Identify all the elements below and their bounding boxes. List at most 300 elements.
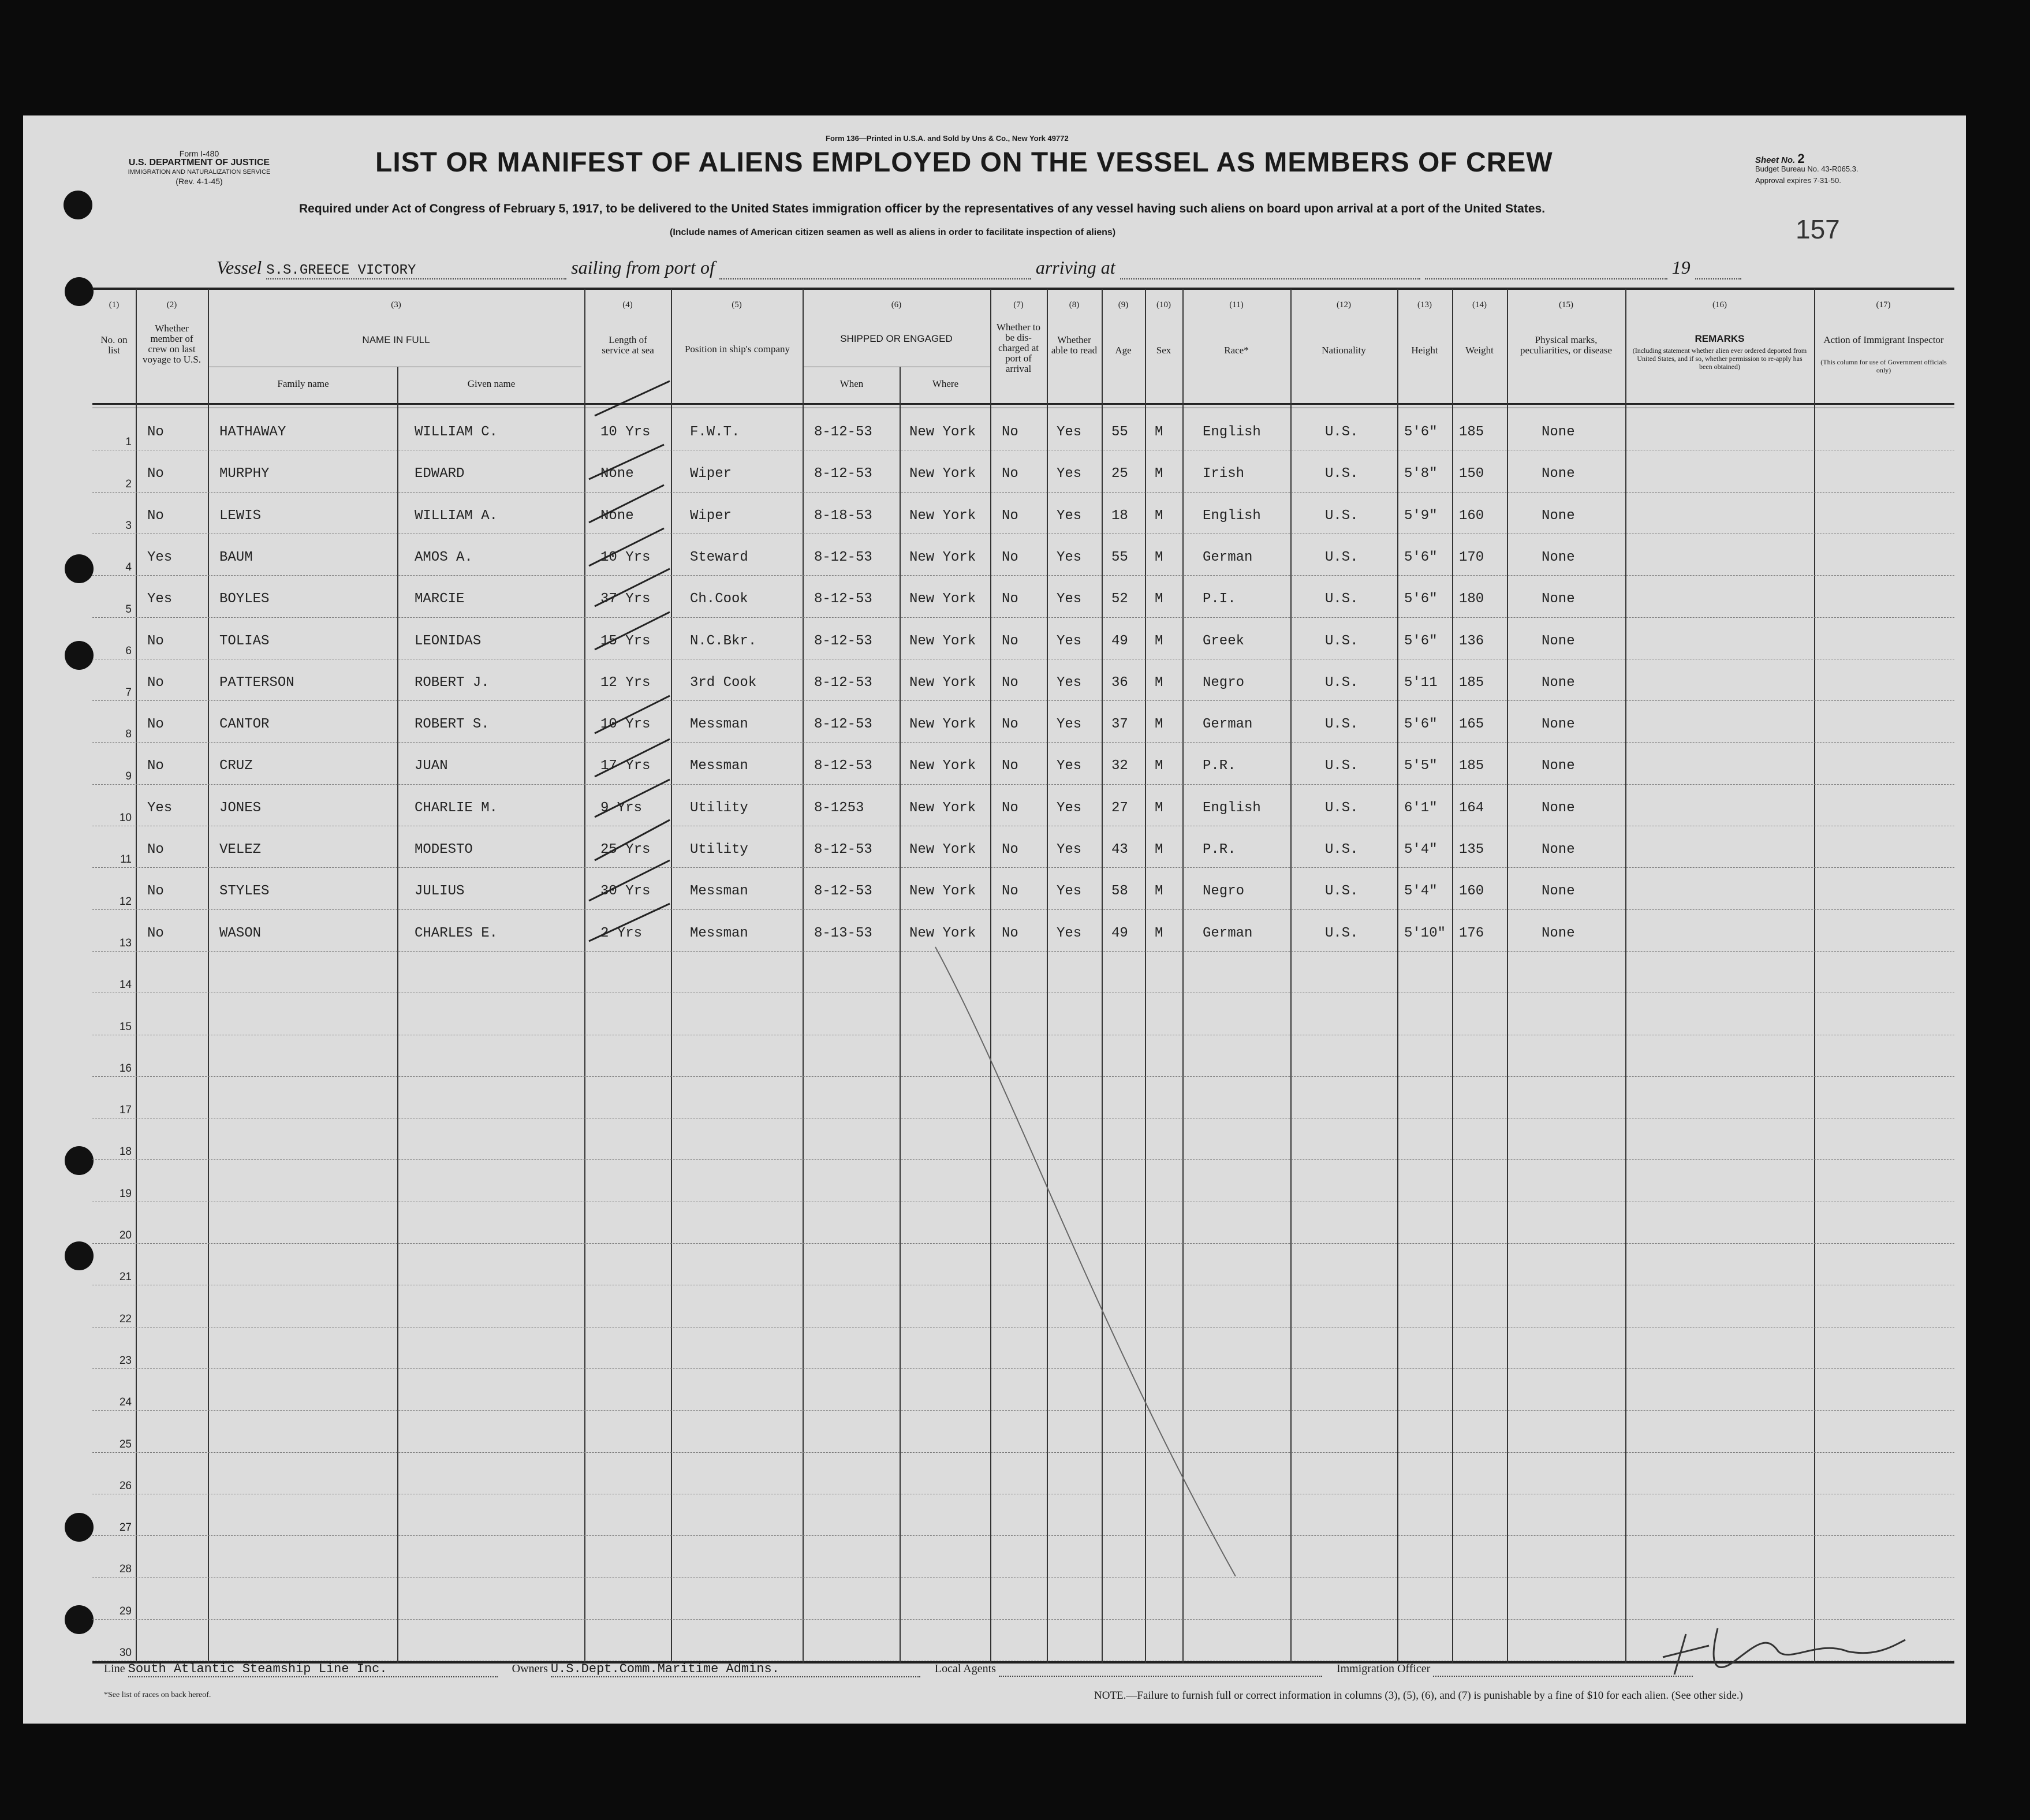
sex-cell: M [1155, 633, 1163, 649]
race-cell: P.R. [1203, 758, 1236, 774]
height-cell: 5'6" [1404, 550, 1438, 565]
given-name-cell: EDWARD [415, 466, 465, 482]
shipped-date-cell: 8-13-53 [814, 926, 872, 941]
sheet-label: Sheet No. [1755, 155, 1796, 165]
header-no-on-list: No. on list [100, 334, 128, 356]
height-cell: 5'5" [1404, 758, 1438, 774]
row-number: 14 [119, 979, 132, 991]
header-whether-member: Whether member of crew on last voyage to U.S. [142, 323, 201, 365]
age-cell: 18 [1111, 508, 1128, 524]
able-read-cell: Yes [1057, 800, 1082, 816]
sex-cell: M [1155, 800, 1163, 816]
line-label: Line [104, 1662, 125, 1675]
able-read-cell: Yes [1057, 508, 1082, 524]
position-cell: Utility [690, 800, 748, 816]
row-number: 16 [119, 1062, 132, 1075]
height-cell: 5'10" [1404, 926, 1446, 941]
shipped-port-cell: New York [909, 591, 976, 607]
sex-cell: M [1155, 926, 1163, 941]
header-where: Where [932, 378, 959, 389]
shipped-date-cell: 8-12-53 [814, 424, 872, 440]
row-number: 29 [119, 1605, 132, 1617]
discharged-cell: No [1002, 675, 1018, 691]
service-length-cell: None [600, 466, 634, 482]
member-cell: No [147, 883, 164, 899]
col-num: (9) [1118, 300, 1129, 309]
discharged-cell: No [1002, 466, 1018, 482]
check-mark [595, 780, 670, 817]
races-note: *See list of races on back hereof. [104, 1691, 211, 1699]
shipped-port-cell: New York [909, 508, 976, 524]
family-name-cell: STYLES [219, 883, 270, 899]
member-cell: Yes [147, 800, 173, 816]
physical-marks-cell: None [1542, 758, 1575, 774]
shipped-port-cell: New York [909, 550, 976, 565]
discharged-cell: No [1002, 717, 1018, 732]
header-length-service: Length of service at sea [602, 334, 654, 356]
form-id: Form I-480 [179, 149, 219, 158]
weight-cell: 136 [1459, 633, 1484, 649]
physical-marks-cell: None [1542, 800, 1575, 816]
row-number: 21 [119, 1271, 132, 1283]
row-number: 30 [119, 1647, 132, 1659]
service-name: IMMIGRATION AND NATURALIZATION SERVICE [128, 169, 271, 176]
physical-marks-cell: None [1542, 883, 1575, 899]
discharged-cell: No [1002, 550, 1018, 565]
nationality-cell: U.S. [1325, 758, 1359, 774]
header-age: Age [1115, 345, 1132, 356]
header-nationality: Nationality [1322, 345, 1366, 356]
shipped-port-cell: New York [909, 800, 976, 816]
nationality-cell: U.S. [1325, 550, 1359, 565]
col-num: (7) [1013, 300, 1024, 309]
year-label: 19 [1671, 257, 1691, 278]
race-cell: Negro [1203, 675, 1245, 691]
position-cell: N.C.Bkr. [690, 633, 757, 649]
member-cell: No [147, 842, 164, 857]
able-read-cell: Yes [1057, 926, 1082, 941]
physical-marks-cell: None [1542, 675, 1575, 691]
row-number: 12 [119, 896, 132, 908]
age-cell: 25 [1111, 466, 1128, 482]
col-num: (2) [166, 300, 177, 309]
shipped-port-cell: New York [909, 883, 976, 899]
member-cell: No [147, 633, 164, 649]
penalty-note: NOTE.—Failure to furnish full or correct information in columns (3), (5), (6), and (7) is punishable by a fine of $10 for each alien. (See other side.) [1094, 1690, 1743, 1702]
family-name-cell: BOYLES [219, 591, 270, 607]
weight-cell: 165 [1459, 717, 1484, 732]
document-subtitle: Required under Act of Congress of February 5, 1917, to be delivered to the United States immigration officer by the representatives of any vessel having such aliens on board upon arrival at a port of the United States. [299, 202, 1546, 215]
given-name-cell: JULIUS [415, 883, 465, 899]
height-cell: 5'6" [1404, 633, 1438, 649]
family-name-cell: WASON [219, 926, 262, 941]
shipped-date-cell: 8-18-53 [814, 508, 872, 524]
header-action: Action of Immigrant Inspector [1823, 334, 1944, 345]
sex-cell: M [1155, 424, 1163, 440]
height-cell: 5'4" [1404, 842, 1438, 857]
weight-cell: 176 [1459, 926, 1484, 941]
budget-bureau: Budget Bureau No. 43-R065.3. [1755, 165, 1859, 173]
check-mark [595, 612, 670, 650]
weight-cell: 170 [1459, 550, 1484, 565]
weight-cell: 135 [1459, 842, 1484, 857]
sex-cell: M [1155, 466, 1163, 482]
row-number: 13 [119, 937, 132, 949]
member-cell: Yes [147, 591, 173, 607]
given-name-cell: CHARLIE M. [415, 800, 498, 816]
row-number: 11 [120, 853, 132, 866]
col-num: (12) [1337, 300, 1351, 309]
height-cell: 5'4" [1404, 883, 1438, 899]
service-length-cell: 2 Yrs [600, 926, 643, 941]
age-cell: 49 [1111, 926, 1128, 941]
service-length-cell: 15 Yrs [600, 633, 651, 649]
age-cell: 52 [1111, 591, 1128, 607]
col-num: (4) [622, 300, 633, 309]
service-length-cell: 12 Yrs [600, 675, 651, 691]
shipped-date-cell: 8-1253 [814, 800, 864, 816]
race-cell: P.R. [1203, 842, 1236, 857]
header-race: Race* [1224, 345, 1249, 356]
sex-cell: M [1155, 717, 1163, 732]
able-read-cell: Yes [1057, 883, 1082, 899]
weight-cell: 164 [1459, 800, 1484, 816]
discharged-cell: No [1002, 883, 1018, 899]
service-length-cell: 25 Yrs [600, 842, 651, 857]
header-physical: Physical marks, peculiarities, or disease [1520, 334, 1613, 356]
able-read-cell: Yes [1057, 675, 1082, 691]
family-name-cell: BAUM [219, 550, 253, 565]
col-num: (14) [1472, 300, 1487, 309]
header-height: Height [1411, 345, 1438, 356]
race-cell: Greek [1203, 633, 1245, 649]
officer-signature [1663, 1628, 1905, 1674]
row-number: 22 [119, 1313, 132, 1325]
physical-marks-cell: None [1542, 842, 1575, 857]
shipped-date-cell: 8-12-53 [814, 717, 872, 732]
weight-cell: 185 [1459, 424, 1484, 440]
given-name-cell: CHARLES E. [415, 926, 498, 941]
check-mark [595, 739, 670, 777]
document-title: LIST OR MANIFEST OF ALIENS EMPLOYED ON THE VESSEL AS MEMBERS OF CREW [375, 147, 1553, 178]
shipped-date-cell: 8-12-53 [814, 633, 872, 649]
col-num: (3) [391, 300, 401, 309]
header-remarks-note: (Including statement whether alien ever ordered deported from United States, and if so, whether permission to re-apply has been obtained) [1632, 346, 1807, 371]
row-number: 19 [119, 1188, 132, 1200]
col-num: (16) [1712, 300, 1727, 309]
approval-expiry: Approval expires 7-31-50. [1755, 176, 1841, 185]
col-num: (1) [109, 300, 120, 309]
race-cell: English [1203, 424, 1261, 440]
position-cell: Messman [690, 883, 748, 899]
able-read-cell: Yes [1057, 758, 1082, 774]
row-number: 27 [119, 1521, 132, 1534]
race-cell: Irish [1203, 466, 1245, 482]
physical-marks-cell: None [1542, 466, 1575, 482]
row-number: 2 [125, 478, 132, 490]
row-number: 24 [119, 1396, 132, 1408]
immigration-officer-label: Immigration Officer [1336, 1662, 1431, 1675]
discharged-cell: No [1002, 591, 1018, 607]
position-cell: Wiper [690, 508, 732, 524]
header-action-note: (This column for use of Government officials only) [1820, 358, 1947, 374]
shipped-port-cell: New York [909, 842, 976, 857]
weight-cell: 180 [1459, 591, 1484, 607]
shipped-date-cell: 8-12-53 [814, 550, 872, 565]
member-cell: No [147, 717, 164, 732]
position-cell: Ch.Cook [690, 591, 748, 607]
row-number: 15 [119, 1021, 132, 1033]
row-number: 1 [125, 436, 132, 448]
service-length-cell: 10 Yrs [600, 717, 651, 732]
header-shipped-engaged: SHIPPED OR ENGAGED [840, 333, 953, 344]
given-name-cell: LEONIDAS [415, 633, 482, 649]
shipped-date-cell: 8-12-53 [814, 466, 872, 482]
row-number: 8 [125, 728, 132, 740]
position-cell: F.W.T. [690, 424, 740, 440]
weight-cell: 185 [1459, 675, 1484, 691]
header-position: Position in ship's company [684, 344, 790, 355]
able-read-cell: Yes [1057, 717, 1082, 732]
col-num: (6) [891, 300, 902, 309]
nationality-cell: U.S. [1325, 842, 1359, 857]
weight-cell: 160 [1459, 883, 1484, 899]
service-length-cell: 30 Yrs [600, 883, 651, 899]
local-agents-label: Local Agents [934, 1662, 996, 1675]
row-number: 28 [119, 1563, 132, 1575]
line-value: South Atlantic Steamship Line Inc. [128, 1662, 498, 1677]
family-name-cell: JONES [219, 800, 262, 816]
family-name-cell: VELEZ [219, 842, 262, 857]
position-cell: Messman [690, 926, 748, 941]
sex-cell: M [1155, 508, 1163, 524]
height-cell: 5'8" [1404, 466, 1438, 482]
weight-cell: 160 [1459, 508, 1484, 524]
shipped-date-cell: 8-12-53 [814, 883, 872, 899]
height-cell: 5'11 [1404, 675, 1438, 691]
race-cell: P.I. [1203, 591, 1236, 607]
row-number: 20 [119, 1229, 132, 1241]
header-when: When [839, 378, 864, 389]
immigration-officer-field [1433, 1662, 1693, 1677]
header-weight: Weight [1465, 345, 1494, 356]
printer-line: Form 136—Printed in U.S.A. and Sold by Uns & Co., New York 49772 [826, 134, 1069, 143]
position-cell: Utility [690, 842, 748, 857]
age-cell: 55 [1111, 424, 1128, 440]
given-name-cell: ROBERT S. [415, 717, 490, 732]
race-cell: English [1203, 508, 1261, 524]
discharged-cell: No [1002, 758, 1018, 774]
header-able-read: Whether able to read [1051, 334, 1098, 356]
row-number: 17 [119, 1104, 132, 1116]
age-cell: 37 [1111, 717, 1128, 732]
local-agents-field [999, 1662, 1322, 1677]
position-cell: Wiper [690, 466, 732, 482]
row-number: 4 [125, 561, 132, 573]
col-num: (13) [1417, 300, 1432, 309]
nationality-cell: U.S. [1325, 424, 1359, 440]
inclusion-note: (Include names of American citizen seamen as well as aliens in order to facilitate inspection of aliens) [670, 228, 1116, 237]
given-name-cell: AMOS A. [415, 550, 473, 565]
form-revision: (Rev. 4-1-45) [176, 177, 223, 186]
arriving-label: arriving at [1035, 257, 1115, 278]
shipped-port-cell: New York [909, 758, 976, 774]
col-num: (5) [732, 300, 742, 309]
check-mark [595, 696, 670, 733]
race-cell: German [1203, 926, 1253, 941]
row-number: 26 [119, 1480, 132, 1492]
able-read-cell: Yes [1057, 842, 1082, 857]
header-sex: Sex [1156, 345, 1171, 356]
physical-marks-cell: None [1542, 508, 1575, 524]
nationality-cell: U.S. [1325, 591, 1359, 607]
discharged-cell: No [1002, 633, 1018, 649]
position-cell: Steward [690, 550, 748, 565]
member-cell: No [147, 758, 164, 774]
member-cell: No [147, 424, 164, 440]
vessel-label: Vessel [217, 257, 262, 278]
physical-marks-cell: None [1542, 550, 1575, 565]
member-cell: No [147, 926, 164, 941]
nationality-cell: U.S. [1325, 717, 1359, 732]
given-name-cell: MODESTO [415, 842, 473, 857]
check-mark [589, 485, 664, 523]
check-mark [589, 860, 670, 901]
check-mark [595, 820, 670, 860]
discharged-cell: No [1002, 800, 1018, 816]
given-name-cell: MARCIE [415, 591, 465, 607]
nationality-cell: U.S. [1325, 466, 1359, 482]
pencil-stroke [935, 947, 1236, 1576]
sex-cell: M [1155, 883, 1163, 899]
discharged-cell: No [1002, 842, 1018, 857]
height-cell: 5'6" [1404, 717, 1438, 732]
col-num: (11) [1229, 300, 1244, 309]
able-read-cell: Yes [1057, 591, 1082, 607]
row-number: 6 [125, 645, 132, 657]
age-cell: 36 [1111, 675, 1128, 691]
header-family-name: Family name [277, 378, 329, 389]
header-remarks: REMARKS [1695, 333, 1745, 344]
sex-cell: M [1155, 591, 1163, 607]
service-length-cell: 10 Yrs [600, 550, 651, 565]
col-num: (8) [1069, 300, 1080, 309]
able-read-cell: Yes [1057, 466, 1082, 482]
shipped-port-cell: New York [909, 633, 976, 649]
check-mark [595, 381, 670, 416]
physical-marks-cell: None [1542, 591, 1575, 607]
age-cell: 32 [1111, 758, 1128, 774]
nationality-cell: U.S. [1325, 926, 1359, 941]
sex-cell: M [1155, 550, 1163, 565]
header-given-name: Given name [467, 378, 516, 389]
nationality-cell: U.S. [1325, 633, 1359, 649]
shipped-port-cell: New York [909, 424, 976, 440]
service-length-cell: 37 Yrs [600, 591, 651, 607]
family-name-cell: LEWIS [219, 508, 262, 524]
age-cell: 55 [1111, 550, 1128, 565]
race-cell: German [1203, 717, 1253, 732]
sheet-number: 2 [1797, 151, 1805, 166]
department-name: U.S. DEPARTMENT OF JUSTICE [128, 158, 270, 167]
height-cell: 5'6" [1404, 591, 1438, 607]
row-number: 7 [125, 687, 132, 699]
age-cell: 58 [1111, 883, 1128, 899]
age-cell: 43 [1111, 842, 1128, 857]
service-length-cell: 9 Yrs [600, 800, 643, 816]
given-name-cell: ROBERT J. [415, 675, 490, 691]
height-cell: 6'1" [1404, 800, 1438, 816]
physical-marks-cell: None [1542, 717, 1575, 732]
family-name-cell: MURPHY [219, 466, 270, 482]
sex-cell: M [1155, 842, 1163, 857]
family-name-cell: HATHAWAY [219, 424, 286, 440]
row-number: 25 [119, 1438, 132, 1450]
vessel-name: S.S.GREECE VICTORY [266, 263, 566, 279]
nationality-cell: U.S. [1325, 800, 1359, 816]
shipped-port-cell: New York [909, 717, 976, 732]
position-cell: Messman [690, 717, 748, 732]
family-name-cell: TOLIAS [219, 633, 270, 649]
discharged-cell: No [1002, 424, 1018, 440]
physical-marks-cell: None [1542, 424, 1575, 440]
row-number: 3 [125, 520, 132, 532]
stamp-number: 157 [1796, 214, 1840, 244]
discharged-cell: No [1002, 508, 1018, 524]
check-mark [589, 904, 670, 941]
family-name-cell: CRUZ [219, 758, 253, 774]
sex-cell: M [1155, 758, 1163, 774]
row-number: 5 [125, 603, 132, 616]
height-cell: 5'6" [1404, 424, 1438, 440]
age-cell: 49 [1111, 633, 1128, 649]
row-number: 9 [125, 770, 132, 782]
check-mark [595, 569, 670, 606]
col-num: (15) [1559, 300, 1573, 309]
shipped-date-cell: 8-12-53 [814, 758, 872, 774]
owners-label: Owners [512, 1662, 548, 1675]
given-name-cell: WILLIAM C. [415, 424, 498, 440]
given-name-cell: WILLIAM A. [415, 508, 498, 524]
row-number: 23 [119, 1355, 132, 1367]
row-number: 10 [119, 812, 132, 824]
able-read-cell: Yes [1057, 424, 1082, 440]
shipped-port-cell: New York [909, 926, 976, 941]
shipped-date-cell: 8-12-53 [814, 591, 872, 607]
physical-marks-cell: None [1542, 633, 1575, 649]
able-read-cell: Yes [1057, 633, 1082, 649]
race-cell: German [1203, 550, 1253, 565]
shipped-date-cell: 8-12-53 [814, 842, 872, 857]
shipped-date-cell: 8-12-53 [814, 675, 872, 691]
able-read-cell: Yes [1057, 550, 1082, 565]
given-name-cell: JUAN [415, 758, 448, 774]
row-number: 18 [119, 1146, 132, 1158]
member-cell: Yes [147, 550, 173, 565]
shipped-port-cell: New York [909, 675, 976, 691]
service-length-cell: 10 Yrs [600, 424, 651, 440]
member-cell: No [147, 466, 164, 482]
service-length-cell: None [600, 508, 634, 524]
family-name-cell: PATTERSON [219, 675, 294, 691]
nationality-cell: U.S. [1325, 883, 1359, 899]
height-cell: 5'9" [1404, 508, 1438, 524]
owners-value: U.S.Dept.Comm.Maritime Admins. [551, 1662, 920, 1677]
member-cell: No [147, 675, 164, 691]
position-cell: 3rd Cook [690, 675, 757, 691]
nationality-cell: U.S. [1325, 508, 1359, 524]
weight-cell: 150 [1459, 466, 1484, 482]
